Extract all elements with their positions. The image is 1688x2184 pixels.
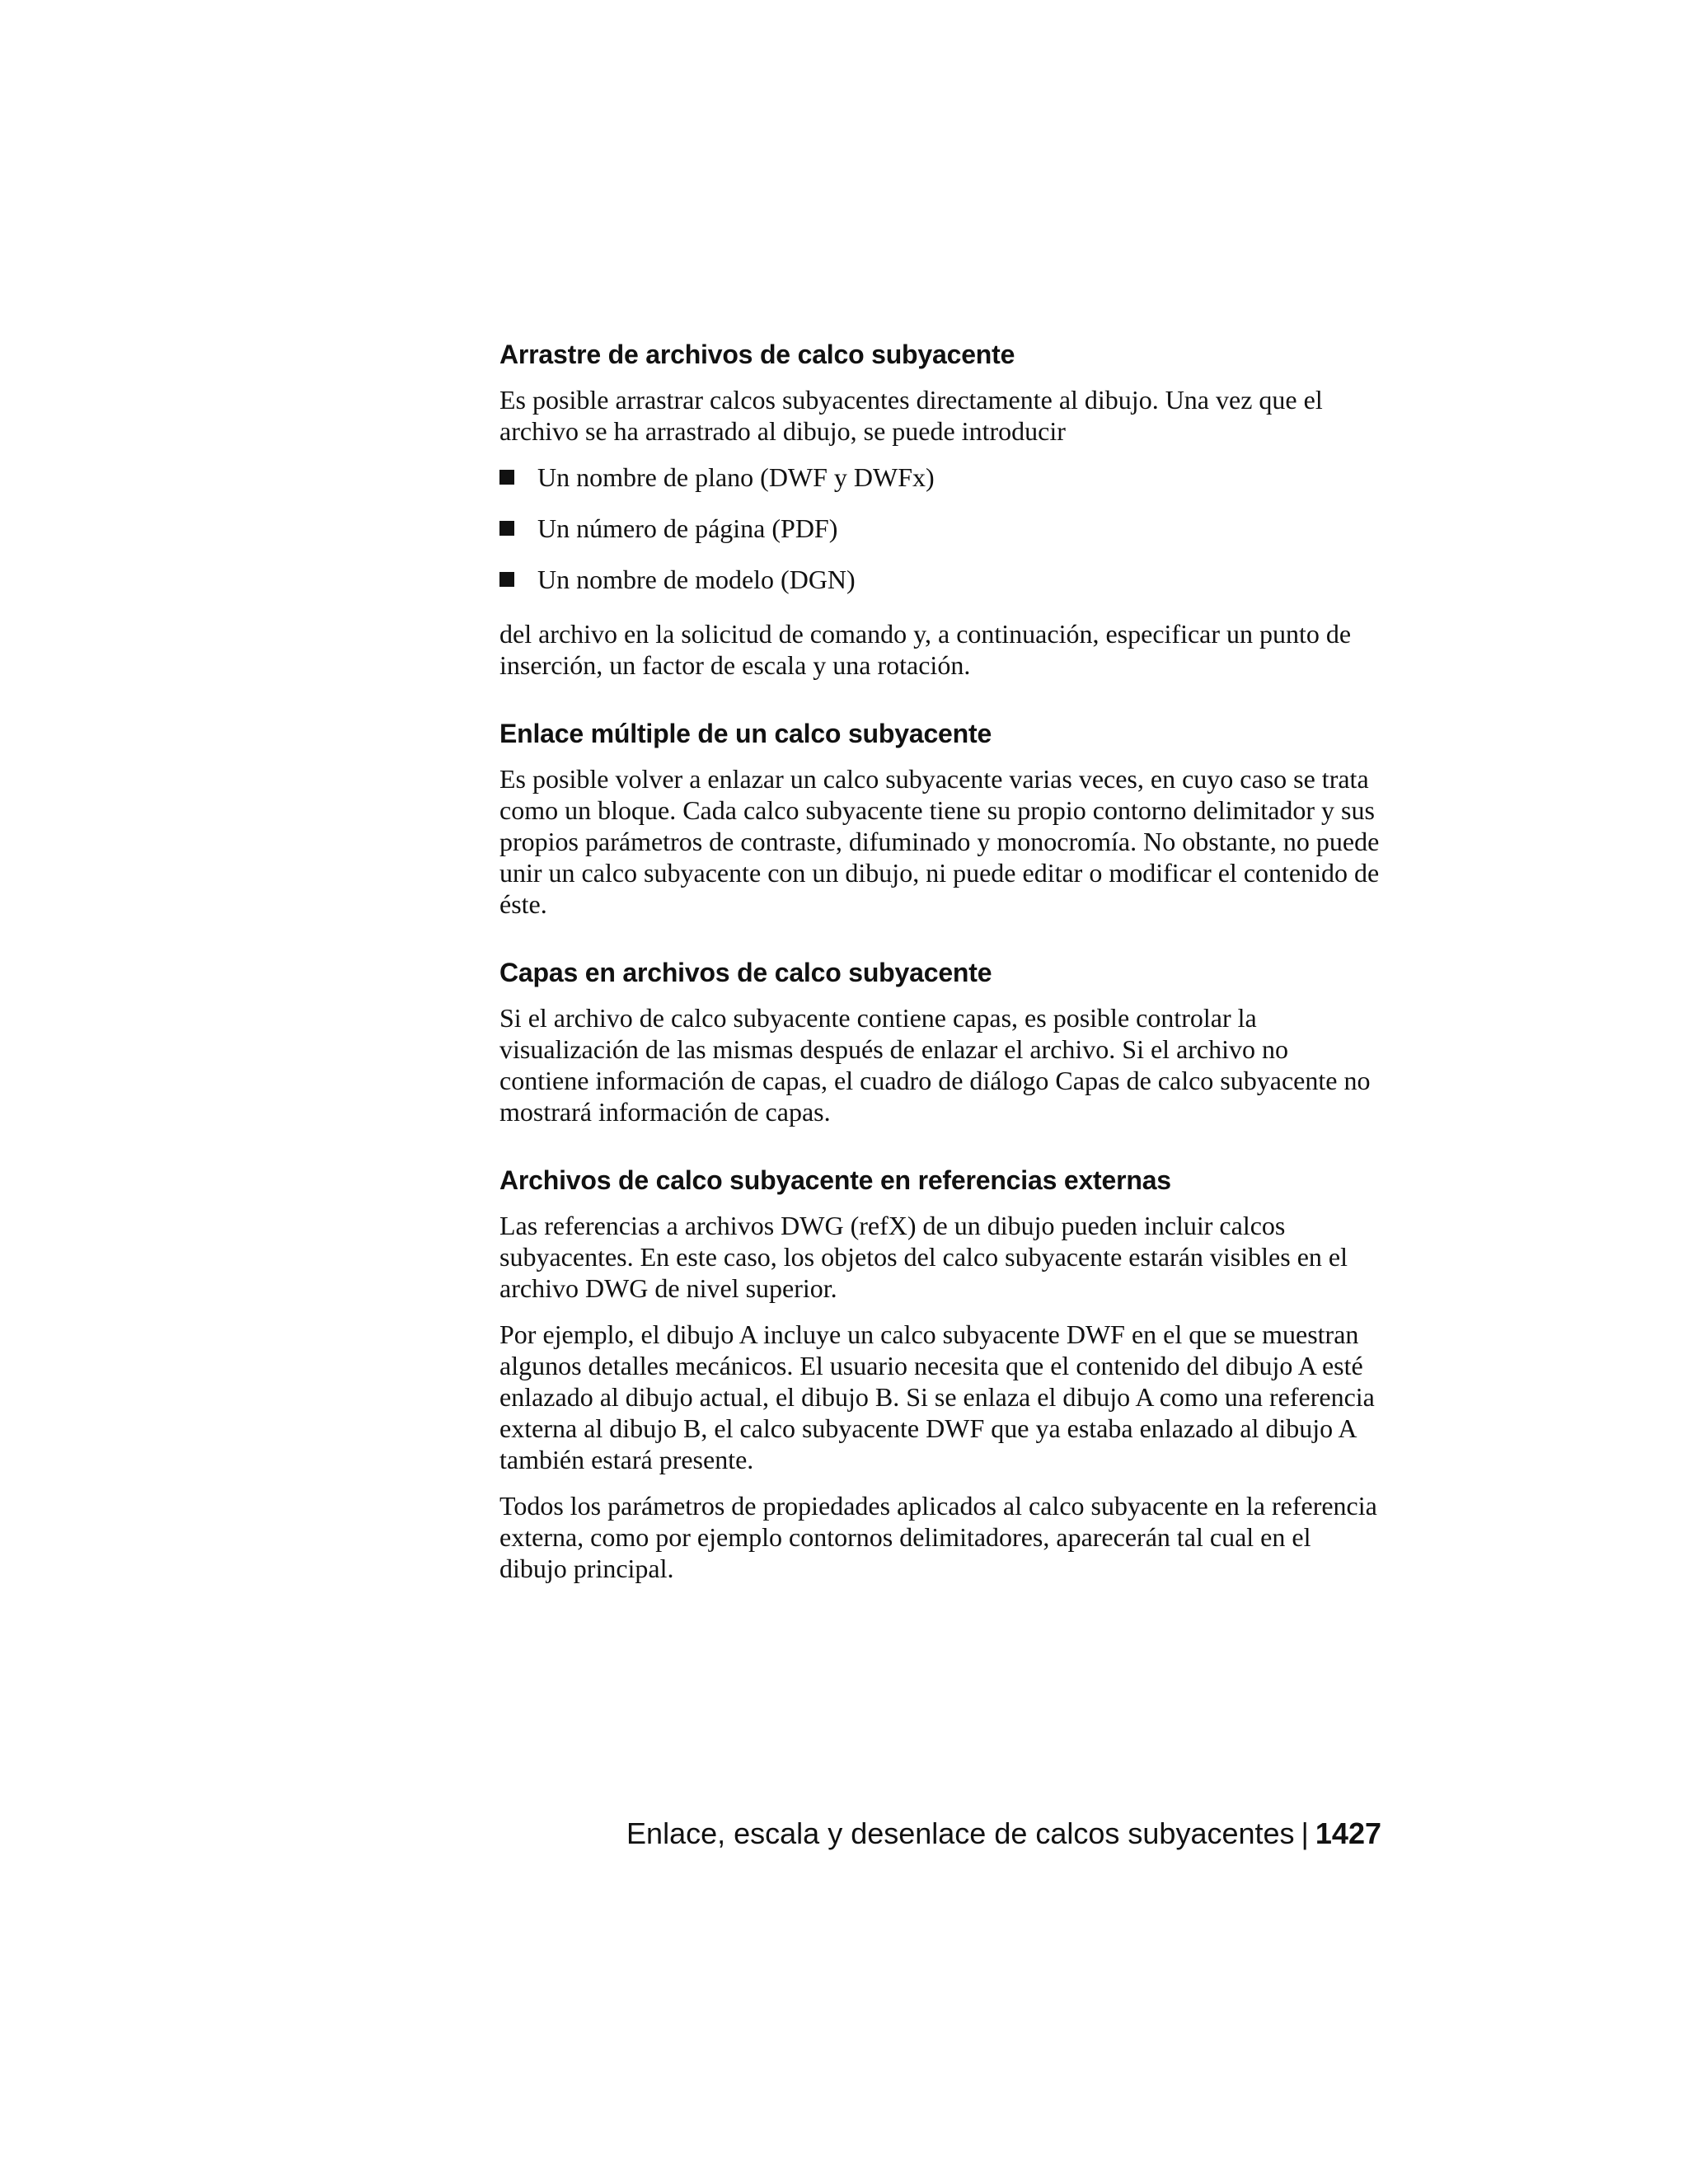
list-item-text: Un número de página (PDF) <box>537 513 838 543</box>
square-bullet-icon <box>499 572 514 587</box>
paragraph: del archivo en la solicitud de comando y, a continuación, especificar un punto de inserción, un factor de escala y una rotación. <box>499 619 1352 680</box>
paragraph: Por ejemplo, el dibujo A incluye un calco subyacente DWF en el que se muestran algunos detalles mecánicos. El usuario necesita que el contenido del dibujo A esté enlazado al dibujo actual, el dibujo B. Si se enlaza el dibujo A como una referencia externa al dibujo B, el calco subyacente DWF que ya estaba enlazado al dibujo A también estará presente. <box>499 1319 1375 1474</box>
paragraph: Es posible arrastrar calcos subyacentes directamente al dibujo. Una vez que el archivo se ha arrastrado al dibujo, se puede introducir <box>499 385 1323 446</box>
list-item-text: Un nombre de plano (DWF y DWFx) <box>537 462 935 492</box>
section-heading: Capas en archivos de calco subyacente <box>499 958 992 987</box>
page-footer <box>499 1816 1381 1852</box>
page-number: 1427 <box>1315 1816 1381 1850</box>
list-item <box>499 513 1381 544</box>
paragraph: Las referencias a archivos DWG (refX) de un dibujo pueden incluir calcos subyacentes. En este caso, los objetos del calco subyacente estarán visibles en el archivo DWG de nivel superior. <box>499 1211 1348 1303</box>
square-bullet-icon <box>499 521 514 536</box>
list-item <box>499 564 1381 595</box>
section-heading: Archivos de calco subyacente en referencias externas <box>499 1165 1171 1195</box>
footer-separator: | <box>1301 1816 1309 1850</box>
square-bullet-icon <box>499 470 514 485</box>
section-heading: Arrastre de archivos de calco subyacente <box>499 340 1015 369</box>
list-item <box>499 462 1381 493</box>
list-item-text: Un nombre de modelo (DGN) <box>537 565 856 594</box>
section-heading: Enlace múltiple de un calco subyacente <box>499 719 992 748</box>
paragraph: Es posible volver a enlazar un calco subyacente varias veces, en cuyo caso se trata como un bloque. Cada calco subyacente tiene su propio contorno delimitador y sus propios parámetros de contraste, difuminado y monocromía. No obstante, no puede unir un calco subyacente con un dibujo, ni puede editar o modificar el contenido de éste. <box>499 764 1380 919</box>
chapter-title: Enlace, escala y desenlace de calcos subyacentes <box>626 1816 1295 1850</box>
bullet-list <box>499 462 1381 595</box>
paragraph: Todos los parámetros de propiedades aplicados al calco subyacente en la referencia externa, como por ejemplo contornos delimitadores, aparecerán tal cual en el dibujo principal. <box>499 1491 1377 1583</box>
paragraph: Si el archivo de calco subyacente contiene capas, es posible controlar la visualización de las mismas después de enlazar el archivo. Si el archivo no contiene información de capas, el cuadro de diálogo Capas de calco subyacente no mostrará información de capas. <box>499 1003 1371 1127</box>
page-content <box>499 338 1381 1599</box>
